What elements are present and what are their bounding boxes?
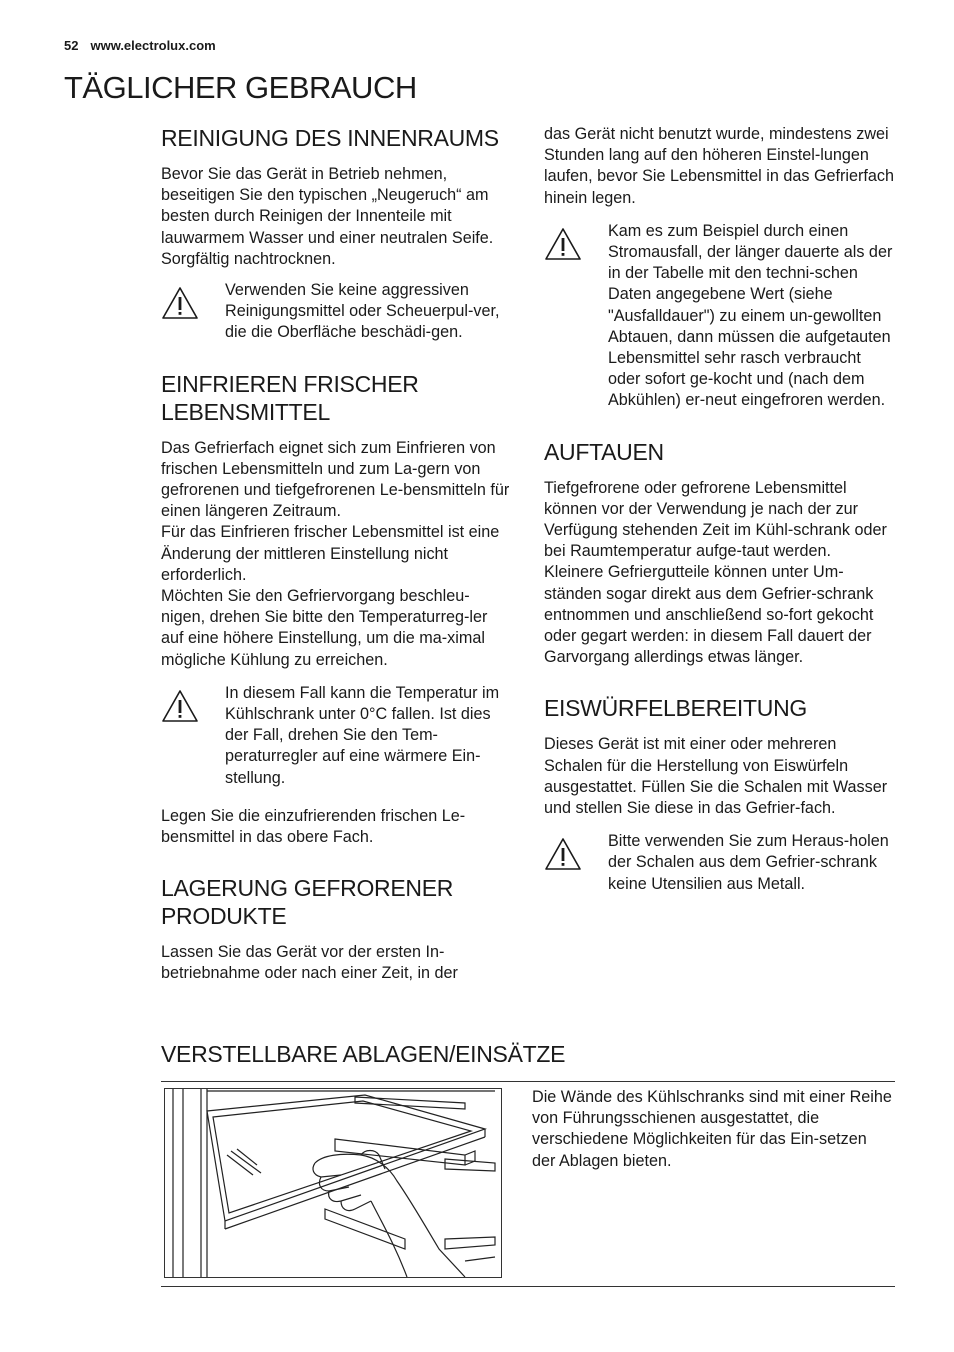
section-title-eiswuerfel: EISWÜRFELBEREITUNG: [544, 695, 807, 722]
divider-top: [161, 1081, 895, 1082]
einfrieren-body-1: Das Gefrierfach eignet sich zum Einfrieren von frischen Lebensmitteln und zum La-gern von gefrorenen und tiefgefrorenen Le-bensmitteln für einen längeren Zeitraum.: [161, 438, 510, 521]
warning-box-einfrieren: [161, 683, 513, 789]
shelf-insertion-illustration: [165, 1089, 501, 1277]
reinigung-body: Bevor Sie das Gerät in Betrieb nehmen, beseitigen Sie den typischen „Neugeruch“ am besten durch Reinigen der Innenteile mit lauwarmem Wasser und einer neutralen Seife. Sorgfältig nachtrocknen.: [161, 165, 494, 268]
section-title-auftauen: AUFTAUEN: [544, 438, 664, 465]
lagerung-body-part1: Lassen Sie das Gerät vor der ersten In-betriebnahme oder nach einer Zeit, in der: [161, 943, 458, 983]
eiswuerfel-body: Dieses Gerät ist mit einer oder mehreren Schalen für die Herstellung von Eiswürfeln ausgestattet. Füllen Sie die Schalen mit Wasser und stellen Sie diese in das Gefrier-fach.: [544, 735, 888, 818]
section-title-reinigung: REINIGUNG DES INNENRAUMS: [161, 125, 499, 151]
einfrieren-body-4: Legen Sie die einzufrierenden frischen Le-bensmittel in das obere Fach.: [161, 806, 466, 847]
warning-box-reinigung: [161, 280, 513, 344]
left-column: [161, 124, 513, 985]
warning-text-einfrieren: In diesem Fall kann die Temperatur im Kühlschrank unter 0°C fallen. Ist dies der Fall, drehen Sie den Tem-peraturregler auf eine wärmere Ein-stellung.: [225, 683, 500, 787]
divider-bottom: [161, 1286, 895, 1287]
website-url: www.electrolux.com: [90, 38, 216, 53]
lagerung-body-part2: das Gerät nicht benutzt wurde, mindestens zwei Stunden lang auf den höheren Einstel-lungen laufen, bevor Sie Lebensmittel in das Gefrierfach hinein legen.: [544, 125, 895, 207]
section-title-einfrieren: EINFRIEREN FRISCHER LEBENSMITTEL: [161, 370, 419, 425]
page-title: TÄGLICHER GEBRAUCH: [64, 70, 417, 105]
warning-text-reinigung: Verwenden Sie keine aggressiven Reinigungsmittel oder Scheuerpul-ver, die die Oberfläche beschädi-gen.: [225, 281, 500, 342]
warning-triangle-icon: [544, 227, 582, 261]
warning-text-lagerung: Kam es zum Beispiel durch einen Stromausfall, der länger dauerte als der in der Tabelle mit den techni-schen Daten angegebene Wert (siehe "Ausfalldauer") zu einem un-gewollten Abtauen, dann müssen die aufgetauten Lebensmittel sehr rasch verbraucht oder sofort ge-kocht und (nach dem Abkühlen) er-neut eingefroren werden.: [608, 221, 893, 410]
einfrieren-body-2: Für das Einfrieren frischer Lebensmittel ist eine Änderung der mittleren Einstellung nicht erforderlich.: [161, 523, 500, 584]
shelf-figure: [164, 1088, 502, 1278]
warning-text-eiswuerfel: Bitte verwenden Sie zum Heraus-holen der Schalen aus dem Gefrier-schrank keine Utensilien aus Metall.: [608, 832, 889, 893]
warning-triangle-icon: [161, 286, 199, 320]
page-number: 52: [64, 38, 79, 53]
auftauen-body-1: Tiefgefrorene oder gefrorene Lebensmittel können vor der Verwendung je nach der zur Verfügung stehenden Zeit im Kühl-schrank oder bei Raumtemperatur aufge-taut werden.: [544, 478, 887, 561]
warning-box-eiswuerfel: [544, 831, 896, 895]
section-title-lagerung: LAGERUNG GEFRORENER PRODUKTE: [161, 875, 454, 930]
ablagen-body: Die Wände des Kühlschranks sind mit einer Reihe von Führungsschienen ausgestattet, die verschiedene Möglichkeiten für das Ein-setzen der Ablagen bieten.: [532, 1088, 892, 1170]
warning-triangle-icon: [544, 837, 582, 871]
einfrieren-body-3: Möchten Sie den Gefriervorgang beschleu-nigen, drehen Sie bitte den Temperaturreg-ler auf eine höhere Einstellung, um die ma-ximal mögliche Kühlung zu erreichen.: [161, 587, 488, 669]
section-title-ablagen: VERSTELLBARE ABLAGEN/EINSÄTZE: [161, 1041, 566, 1067]
warning-triangle-icon: [161, 689, 199, 723]
right-column: [544, 124, 896, 895]
warning-box-lagerung: [544, 221, 896, 412]
page-header: [64, 38, 216, 53]
auftauen-body-2: Kleinere Gefriergutteile können unter Um-ständen sogar direkt aus dem Gefrier-schrank entnommen und anschließend so-fort gekocht oder gegart werden: in diesem Fall dauert der Garvorgang allerdings etwas länger.: [544, 563, 874, 667]
